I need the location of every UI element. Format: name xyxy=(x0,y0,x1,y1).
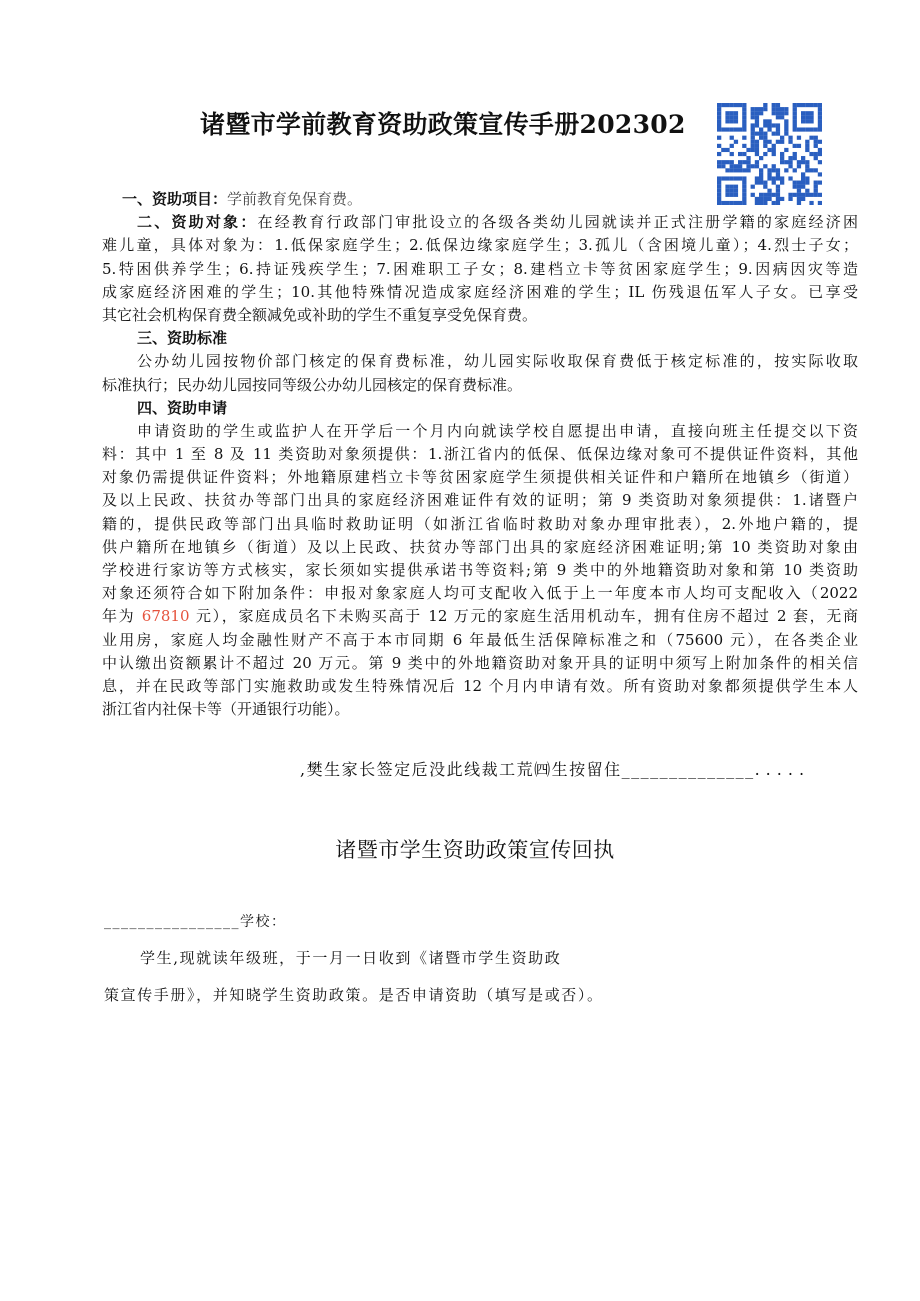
school-label: 学校： xyxy=(240,914,287,930)
paragraph-line: 申请资助的学生或监护人在开学后一个月内向就读学校自愿提出申请，直接向班主任提交以下资 xyxy=(137,421,858,440)
line-text: 在经教育行政部门审批设立的各级各类幼儿园就读并正式注册学籍的家庭经济困 xyxy=(257,213,858,232)
school-blank: ________________ xyxy=(104,914,240,930)
paragraph-line: 息，并在民政等部门实施救助或发生特殊情况后 12 个月内申请有效。所有资助对象都须提供学生本人 xyxy=(102,676,858,695)
paragraph-line xyxy=(102,211,858,234)
paragraph-line: 籍的，提供民政等部门出具临时救助证明（如浙江省临时救助对象办理审批表），2.外地户籍的，提 xyxy=(102,514,858,533)
section-funding-item xyxy=(102,188,858,211)
section-heading: 三、资助标准 xyxy=(137,329,228,348)
receipt-line: 学生,现就读年级班，于一月一日收到《诸暨市学生资助政 xyxy=(140,949,562,967)
policy-body xyxy=(102,188,858,721)
line-text: 元），家庭成员名下未购买高于 12 万元的家庭生活用机动车，拥有住房不超过 2 套，无商 xyxy=(189,607,858,626)
paragraph-line: 其它社会机构保育费全额减免或补助的学生不重复享受免保育费。 xyxy=(102,305,538,324)
section-value: 学前教育免保育费。 xyxy=(227,190,363,208)
school-field xyxy=(104,910,287,934)
line-text: 年为 xyxy=(102,607,142,626)
paragraph-line: 供户籍所在地镇乡（街道）及以上民政、扶贫办等部门出具的家庭经济困难证明;第 10 类资助对象由 xyxy=(102,537,858,556)
paragraph-line: 难儿童，具体对象为：1.低保家庭学生；2.低保边缘家庭学生；3.孤儿（含困境儿童）；4.烈士子女； xyxy=(102,236,858,255)
paragraph-line: 及以上民政、扶贫办等部门出具的家庭经济困难证件有效的证明；第 9 类资助对象须提供：1.诸暨户 xyxy=(102,491,858,510)
paragraph-line xyxy=(102,605,858,628)
paragraph-line: 学校进行家访等方式核实，家长须如实提供承诺书等资料;第 9 类中的外地籍资助对象和第 10 类资助 xyxy=(102,561,858,579)
document-title: 诸暨市学前教育资助政策宣传手册202302 xyxy=(200,110,686,139)
paragraph-line: 中认缴出资额累计不超过 20 万元。第 9 类中的外地籍资助对象开具的证明中须写上附加条件的相关信 xyxy=(102,653,858,672)
section-heading: 四、资助申请 xyxy=(137,398,228,417)
income-highlight: 67810 xyxy=(141,607,190,626)
section-label: 一、资助项目： xyxy=(122,190,228,208)
receipt-title: 诸暨市学生资助政策宣传回执 xyxy=(335,838,615,862)
paragraph-line: 业用房，家庭人均金融性财产不高于本市同期 6 年最低生活保障标准之和（75600 元），在各类企业 xyxy=(102,630,858,649)
paragraph-line: 5.特困供养学生；6.持证残疾学生；7.困难职工子女；8.建档立卡等贫困家庭学生；9.因病因灾等造 xyxy=(102,259,858,278)
paragraph-line: 对象还须符合如下附加条件：申报对象家庭人均可支配收入低于上一年度本市人均可支配收入（2022 xyxy=(102,584,858,603)
section-label: 二、资助对象： xyxy=(137,213,258,232)
receipt-line: 策宣传手册》，并知晓学生资助政策。是否申请资助（填写是或否）。 xyxy=(104,986,604,1004)
paragraph-line: 公办幼儿园按物价部门核定的保育费标准，幼儿园实际收取保育费低于核定标准的，按实际收取 xyxy=(137,352,858,371)
cut-line-blank: ______________ xyxy=(621,760,755,779)
paragraph-line: 料：其中 1 至 8 及 11 类资助对象须提供：1.浙江省内的低保、低保边缘对象可不提供证件资料，其他 xyxy=(102,445,858,464)
paragraph-line: 成家庭经济困难的学生；10.其他特殊情况造成家庭经济困难的学生；IL 伤残退伍军人子女。已享受 xyxy=(102,282,858,301)
paragraph-line: 浙江省内社保卡等（开通银行功能）。 xyxy=(102,700,350,719)
cut-line-text: ,樊生家长签定卮没此线裁工荒㈣生按留住 xyxy=(300,760,622,779)
paragraph-line: 对象仍需提供证件资料；外地籍原建档立卡等贫困家庭学生须提供相关证件和户籍所在地镇乡（街道） xyxy=(102,468,858,487)
cut-line xyxy=(300,758,810,782)
cut-line-dots: ..... xyxy=(754,760,811,779)
paragraph-line: 标准执行；民办幼儿园按同等级公办幼儿园核定的保育费标准。 xyxy=(102,375,523,394)
